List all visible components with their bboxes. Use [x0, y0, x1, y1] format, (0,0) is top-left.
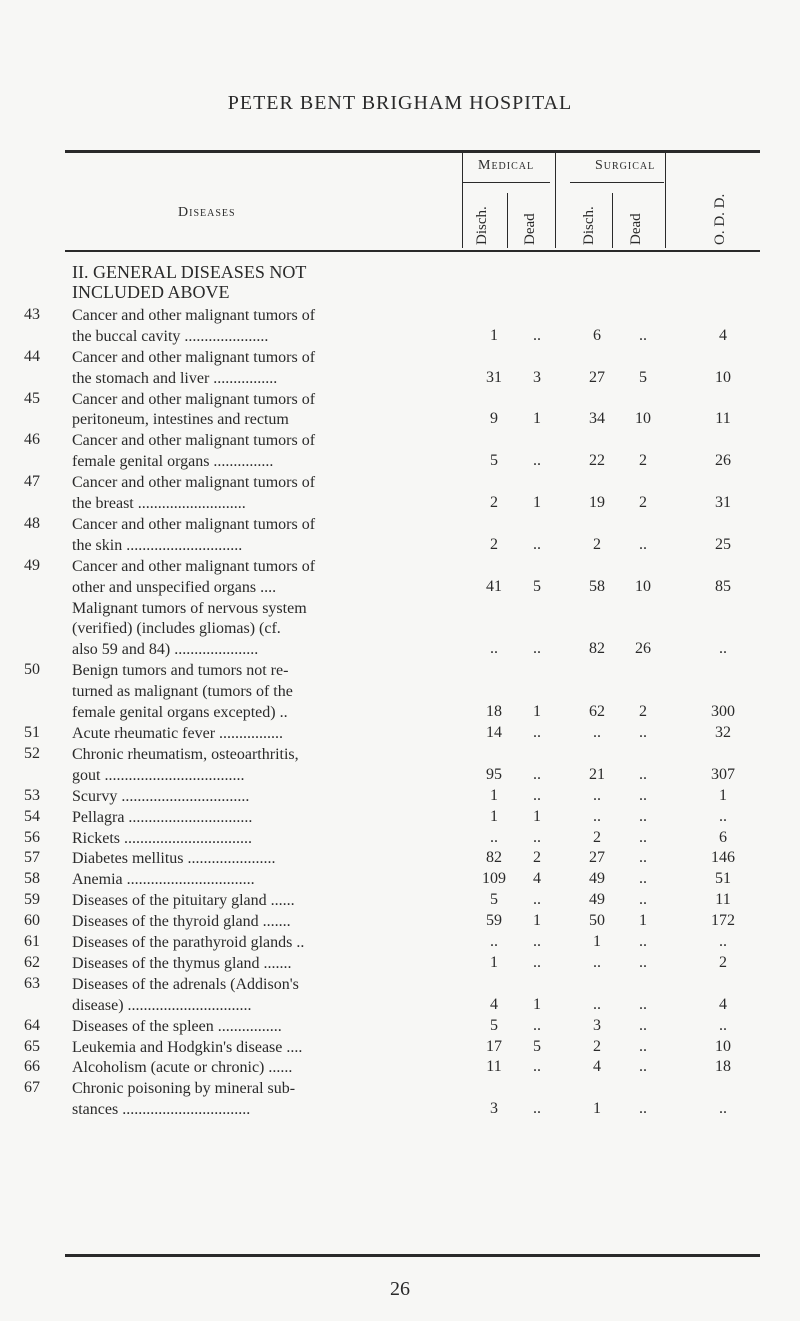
cell-sd: ..	[593, 724, 601, 741]
cell-sx: 10	[635, 410, 651, 428]
cell-mx: 1	[533, 703, 541, 721]
section-title	[72, 262, 306, 302]
description-line: the breast ...........................	[72, 495, 246, 513]
medical-dead-header: Dead	[522, 213, 538, 245]
cell-od: ..	[719, 1100, 727, 1118]
row-number: 57	[24, 849, 40, 867]
cell-sx: 2	[639, 494, 647, 512]
table-row	[0, 1079, 800, 1121]
cell-sd: 3	[593, 1016, 601, 1034]
cell-sd: 19	[589, 494, 605, 512]
cell-mx: ..	[533, 786, 541, 804]
table-row	[0, 808, 800, 829]
table-row	[0, 870, 800, 891]
description-line: other and unspecified organs ....	[72, 578, 277, 596]
description-line: Leukemia and Hodgkin's disease ....	[72, 1038, 303, 1056]
cell-md: 11	[486, 1058, 502, 1076]
cell-od: 172	[711, 912, 735, 930]
row-number: 66	[24, 1058, 40, 1076]
cell-sd: 22	[589, 452, 605, 470]
cell-od: 10	[715, 1037, 731, 1055]
cell-mx: ..	[533, 933, 541, 950]
surgical-disch-header: Disch.	[581, 206, 597, 245]
cell-mx: 1	[533, 494, 541, 512]
cell-sd: 2	[593, 1037, 601, 1055]
description-line: also 59 and 84) .....................	[72, 641, 259, 659]
table-row	[0, 348, 800, 390]
description-line: Benign tumors and tumors not re-	[72, 662, 289, 680]
cell-sd: 58	[589, 577, 605, 595]
cell-sd: 34	[589, 410, 605, 428]
table-row	[0, 745, 800, 787]
cell-mx: ..	[533, 1100, 541, 1118]
table-row	[0, 787, 800, 808]
disease-description	[72, 849, 276, 870]
cell-md: 5	[490, 452, 498, 470]
disease-description	[72, 390, 315, 432]
cell-od: ..	[719, 1016, 727, 1034]
description-line: the stomach and liver ................	[72, 369, 278, 387]
disease-description	[72, 975, 299, 1017]
cell-mx: 4	[533, 870, 541, 888]
row-number: 50	[24, 661, 40, 679]
description-line: Diseases of the parathyroid glands ..	[72, 934, 305, 951]
table-row	[0, 473, 800, 515]
table-top-rule	[65, 150, 760, 153]
group-underline-surgical	[570, 182, 664, 183]
cell-md: 1	[490, 326, 498, 344]
table-row	[0, 557, 800, 599]
description-line: Cancer and other malignant tumors of	[72, 307, 316, 324]
medical-header: Medical	[478, 158, 535, 173]
cell-md: 31	[486, 368, 502, 386]
description-line: Chronic poisoning by mineral sub-	[72, 1080, 296, 1098]
description-line: Cancer and other malignant tumors of	[72, 516, 316, 533]
cell-od: 11	[715, 891, 731, 909]
cell-od: 32	[715, 724, 731, 741]
disease-description	[72, 954, 292, 975]
row-number: 64	[24, 1016, 40, 1034]
description-line: Acute rheumatic fever ................	[72, 725, 284, 742]
description-line: disease) ...............................	[72, 996, 252, 1014]
surgical-header: Surgical	[595, 158, 656, 173]
table-row	[0, 724, 800, 745]
cell-mx: 5	[533, 1037, 541, 1055]
cell-od: 300	[711, 703, 735, 721]
cell-od: 4	[719, 995, 727, 1013]
cell-sd: 27	[589, 368, 605, 386]
cell-md: ..	[490, 640, 498, 658]
disease-description	[72, 745, 299, 787]
cell-od: 146	[711, 849, 735, 867]
description-line: Chronic rheumatism, osteoarthritis,	[72, 745, 299, 763]
row-number: 61	[24, 933, 40, 950]
description-line: female genital organs ...............	[72, 453, 274, 471]
table-row	[0, 431, 800, 473]
description-line: Diseases of the spleen ................	[72, 1017, 282, 1035]
table-row	[0, 1058, 800, 1079]
cell-mx: ..	[533, 640, 541, 658]
row-number: 63	[24, 974, 40, 992]
cell-sd: ..	[593, 953, 601, 971]
row-number: 67	[24, 1079, 40, 1097]
disease-description	[72, 787, 249, 808]
cell-sd: 82	[589, 640, 605, 658]
diseases-header: Diseases	[178, 205, 236, 220]
page-number: 26	[390, 1278, 410, 1300]
cell-od: 26	[715, 452, 731, 470]
description-line: Scurvy ................................	[72, 787, 250, 805]
disease-description	[72, 912, 291, 933]
table-row	[0, 849, 800, 870]
cell-sx: 2	[639, 703, 647, 721]
description-line: Rickets ................................	[72, 829, 252, 847]
row-number: 49	[24, 556, 40, 574]
cell-sx: ..	[639, 849, 647, 867]
description-line: Anemia ................................	[72, 871, 255, 889]
section-title-line: INCLUDED ABOVE	[72, 282, 230, 302]
table-row	[0, 515, 800, 557]
cell-sd: 21	[589, 765, 605, 783]
cell-od: 307	[711, 765, 735, 783]
row-number: 44	[24, 347, 40, 365]
medical-disch-header: Disch.	[474, 206, 490, 245]
row-number: 59	[24, 891, 40, 909]
header-divider	[507, 193, 508, 248]
disease-description	[72, 515, 315, 557]
cell-mx: ..	[533, 535, 541, 553]
cell-md: 1	[490, 786, 498, 804]
table-row	[0, 306, 800, 348]
disease-description	[72, 306, 315, 348]
row-number: 43	[24, 306, 40, 323]
disease-description	[72, 473, 315, 515]
disease-description	[72, 431, 315, 473]
description-line: gout ...................................	[72, 766, 245, 784]
cell-sx: ..	[639, 1100, 647, 1118]
description-line: Cancer and other malignant tumors of	[72, 474, 316, 492]
cell-od: 18	[715, 1058, 731, 1076]
description-line: turned as malignant (tumors of the	[72, 683, 293, 701]
cell-od: 25	[715, 535, 731, 553]
section-title-line: II. GENERAL DISEASES NOT	[72, 262, 307, 282]
disease-description	[72, 348, 315, 390]
cell-od: ..	[719, 640, 727, 658]
cell-md: 59	[486, 912, 502, 930]
cell-mx: 1	[533, 995, 541, 1013]
cell-sd: 1	[593, 933, 601, 950]
cell-sd: 27	[589, 849, 605, 867]
description-line: stances ................................	[72, 1101, 251, 1119]
row-number: 45	[24, 389, 40, 407]
row-number: 48	[24, 515, 40, 532]
table-row	[0, 954, 800, 975]
header-divider	[612, 193, 613, 248]
cell-sx: 26	[635, 640, 651, 658]
cell-sd: 49	[589, 891, 605, 909]
cell-md: 1	[490, 807, 498, 825]
description-line: Cancer and other malignant tumors of	[72, 348, 316, 366]
cell-mx: ..	[533, 1058, 541, 1076]
disease-description	[72, 724, 283, 745]
cell-md: 1	[490, 953, 498, 971]
cell-sx: ..	[639, 724, 647, 741]
cell-mx: 3	[533, 368, 541, 386]
cell-mx: 1	[533, 807, 541, 825]
cell-sx: ..	[639, 765, 647, 783]
cell-md: 2	[490, 535, 498, 553]
row-number: 51	[24, 724, 40, 741]
header-divider	[555, 153, 556, 248]
cell-mx: ..	[533, 891, 541, 909]
disease-description	[72, 599, 307, 662]
disease-description	[72, 933, 304, 954]
table-row	[0, 661, 800, 724]
cell-md: 4	[490, 995, 498, 1013]
cell-od: 4	[719, 326, 727, 344]
row-number: 58	[24, 870, 40, 888]
cell-sd: 4	[593, 1058, 601, 1076]
cell-od: 6	[719, 828, 727, 846]
description-line: (verified) (includes gliomas) (cf.	[72, 620, 281, 638]
cell-od: 10	[715, 368, 731, 386]
cell-od: 11	[715, 410, 731, 428]
cell-od: ..	[719, 807, 727, 825]
row-number: 60	[24, 912, 40, 930]
cell-sx: ..	[639, 995, 647, 1013]
disease-description	[72, 1058, 292, 1079]
cell-sd: ..	[593, 807, 601, 825]
disease-description	[72, 1038, 302, 1059]
header-bottom-rule	[65, 250, 760, 252]
description-line: Cancer and other malignant tumors of	[72, 432, 316, 450]
description-line: the skin .............................	[72, 536, 243, 554]
cell-md: 14	[486, 724, 502, 741]
row-number: 62	[24, 953, 40, 971]
cell-mx: 1	[533, 410, 541, 428]
description-line: peritoneum, intestines and rectum	[72, 411, 289, 429]
header-divider	[665, 153, 666, 248]
cell-sx: 10	[635, 577, 651, 595]
cell-sx: 2	[639, 452, 647, 470]
description-line: Malignant tumors of nervous system	[72, 599, 307, 617]
description-line: the buccal cavity .....................	[72, 327, 269, 345]
disease-description	[72, 557, 315, 599]
description-line: Diseases of the thymus gland .......	[72, 954, 292, 972]
surgical-dead-header: Dead	[628, 213, 644, 245]
cell-mx: ..	[533, 765, 541, 783]
description-line: female genital organs excepted) ..	[72, 704, 288, 722]
cell-mx: ..	[533, 828, 541, 846]
cell-mx: ..	[533, 1016, 541, 1034]
cell-md: 109	[482, 870, 506, 888]
table-bottom-rule	[65, 1254, 760, 1257]
table-row	[0, 829, 800, 850]
cell-od: 1	[719, 786, 727, 804]
group-underline-medical	[462, 182, 550, 183]
table-row	[0, 1038, 800, 1059]
cell-sx: ..	[639, 1058, 647, 1076]
row-number: 47	[24, 473, 40, 491]
cell-sx: ..	[639, 828, 647, 846]
disease-description	[72, 1079, 295, 1121]
table-row	[0, 975, 800, 1017]
description-line: Diseases of the pituitary gland ......	[72, 892, 295, 910]
cell-sx: ..	[639, 1016, 647, 1034]
cell-sx: ..	[639, 535, 647, 553]
cell-mx: ..	[533, 724, 541, 741]
cell-sx: ..	[639, 891, 647, 909]
cell-sx: ..	[639, 786, 647, 804]
cell-sd: 2	[593, 828, 601, 846]
table-row	[0, 912, 800, 933]
cell-sx: ..	[639, 807, 647, 825]
cell-sx: 1	[639, 912, 647, 930]
cell-mx: 2	[533, 849, 541, 867]
page-title: PETER BENT BRIGHAM HOSPITAL	[227, 92, 573, 114]
cell-sx: ..	[639, 326, 647, 344]
description-line: Diabetes mellitus ......................	[72, 850, 276, 868]
disease-description	[72, 1017, 282, 1038]
disease-description	[72, 870, 255, 891]
description-line: Alcoholism (acute or chronic) ......	[72, 1059, 293, 1077]
cell-md: 18	[486, 703, 502, 721]
row-number: 46	[24, 431, 40, 449]
cell-sd: 49	[589, 870, 605, 888]
table-row	[0, 1017, 800, 1038]
cell-sx: ..	[639, 933, 647, 950]
cell-md: 41	[486, 577, 502, 595]
disease-description	[72, 829, 252, 850]
disease-description	[72, 661, 293, 724]
description-line: Cancer and other malignant tumors of	[72, 390, 316, 408]
od-header: O. D. D.	[712, 193, 728, 245]
cell-mx: 1	[533, 912, 541, 930]
cell-mx: ..	[533, 452, 541, 470]
cell-sx: 5	[639, 368, 647, 386]
cell-md: 5	[490, 891, 498, 909]
cell-mx: ..	[533, 326, 541, 344]
row-number: 56	[24, 828, 40, 846]
cell-od: 51	[715, 870, 731, 888]
cell-md: 17	[486, 1037, 502, 1055]
cell-md: 95	[486, 765, 502, 783]
cell-od: 31	[715, 494, 731, 512]
cell-md: 3	[490, 1100, 498, 1118]
table-row	[0, 933, 800, 954]
disease-description	[72, 891, 295, 912]
cell-md: ..	[490, 933, 498, 950]
row-number: 53	[24, 786, 40, 804]
description-line: Diseases of the adrenals (Addison's	[72, 975, 299, 993]
cell-sx: ..	[639, 1037, 647, 1055]
cell-sd: ..	[593, 995, 601, 1013]
cell-sd: 2	[593, 535, 601, 553]
disease-description	[72, 808, 252, 829]
cell-md: 2	[490, 494, 498, 512]
cell-sd: 1	[593, 1100, 601, 1118]
cell-mx: ..	[533, 953, 541, 971]
cell-od: 85	[715, 577, 731, 595]
cell-mx: 5	[533, 577, 541, 595]
cell-md: 82	[486, 849, 502, 867]
description-line: Pellagra ...............................	[72, 808, 253, 826]
cell-sd: 62	[589, 703, 605, 721]
row-number: 54	[24, 807, 40, 825]
row-number: 52	[24, 744, 40, 762]
cell-sd: ..	[593, 786, 601, 804]
cell-md: ..	[490, 828, 498, 846]
cell-md: 5	[490, 1016, 498, 1034]
description-line: Cancer and other malignant tumors of	[72, 557, 316, 575]
cell-sx: ..	[639, 953, 647, 971]
cell-sd: 6	[593, 326, 601, 344]
cell-od: ..	[719, 933, 727, 950]
cell-sd: 50	[589, 912, 605, 930]
cell-sx: ..	[639, 870, 647, 888]
table-row	[0, 891, 800, 912]
table-row	[0, 599, 800, 662]
description-line: Diseases of the thyroid gland .......	[72, 913, 291, 931]
header-divider	[462, 153, 463, 248]
table-row	[0, 390, 800, 432]
row-number: 65	[24, 1037, 40, 1055]
cell-md: 9	[490, 410, 498, 428]
cell-od: 2	[719, 953, 727, 971]
